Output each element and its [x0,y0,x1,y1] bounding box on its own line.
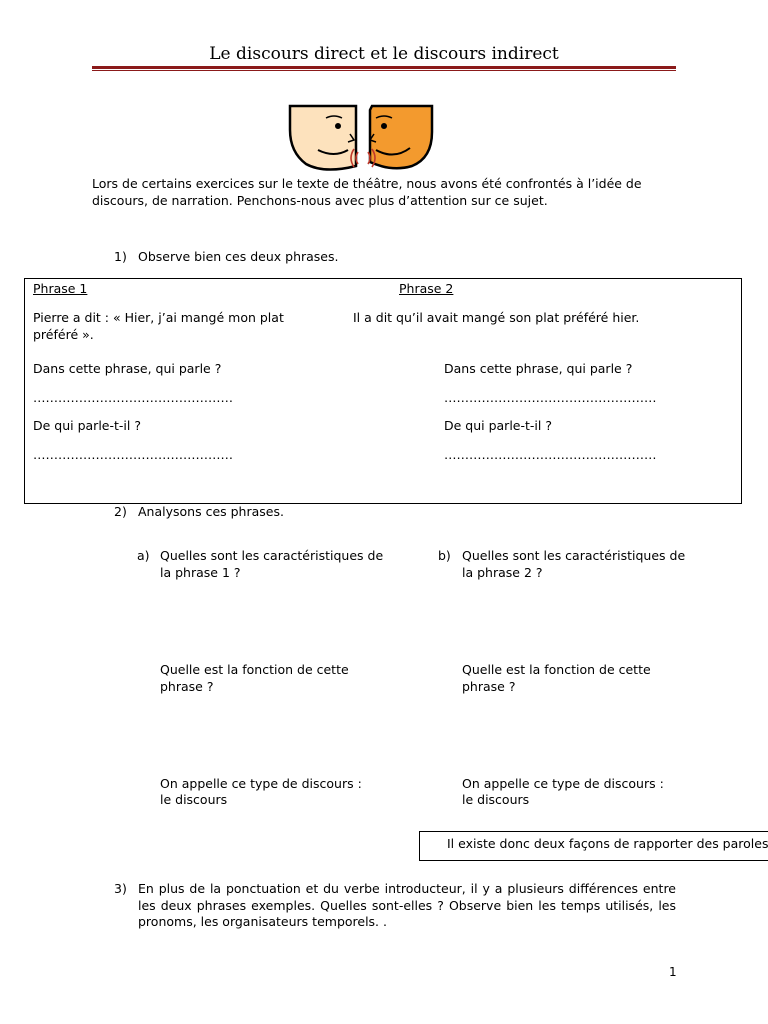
phrase-1-answer-line-1: ………………………………………… [33,390,233,405]
question-2a-function: Quelle est la fonction de cette phrase ? [160,662,349,694]
note-box-text: Il existe donc deux façons de rapporter des paroles [447,836,768,851]
note-box [419,831,768,861]
intro-paragraph: Lors de certains exercices sur le texte de théâtre, nous avons été confrontés à l’idée de discours, de narration. Penchons-nous avec plus d’attention sur ce sujet. [92,176,642,208]
phrase-2-sentence: Il a dit qu’il avait mangé son plat préféré hier. [353,310,640,325]
phrase-2-answer-line-2: …………………………………………… [444,447,657,462]
question-1-number: 1) [114,249,127,264]
page-title: Le discours direct et le discours indirect [209,44,559,64]
phrase-2-question-who: Dans cette phrase, qui parle ? [444,361,633,376]
question-2b-type-answer: le discours [462,792,530,807]
question-2b-type-label: On appelle ce type de discours : [462,776,664,791]
title-rule-thick [92,66,676,69]
question-2-number: 2) [114,504,127,519]
phrase-1-label: Phrase 1 [33,281,88,296]
question-1-text: Observe bien ces deux phrases. [138,249,339,264]
phrase-2-label: Phrase 2 [399,281,454,296]
question-2b-function: Quelle est la fonction de cette phrase ? [462,662,651,694]
title-rule-thin [92,70,676,71]
question-2b-characteristics: Quelles sont les caractéristiques de la phrase 2 ? [462,548,686,580]
question-3-number: 3) [114,881,127,896]
face-right-icon [370,106,432,168]
question-2a-letter: a) [137,548,150,563]
phrase-1-question-about: De qui parle-t-il ? [33,418,141,433]
phrase-2-question-about: De qui parle-t-il ? [444,418,552,433]
question-2a-type-label: On appelle ce type de discours : [160,776,362,791]
question-2a-type-answer: le discours [160,792,228,807]
question-3-text: En plus de la ponctuation et du verbe introducteur, il y a plusieurs différences entre les deux phrases exemples. Quelles sont-elles ? Observe bien les temps utilisés, les pronoms, les organisateurs temporels. . [138,881,676,929]
phrase-2-answer-line-1: …………………………………………… [444,390,657,405]
question-2-text: Analysons ces phrases. [138,504,284,519]
question-2b-letter: b) [438,548,451,563]
face-left-icon [290,106,356,170]
phrase-1-answer-line-2: ………………………………………… [33,447,233,462]
question-2a-characteristics: Quelles sont les caractéristiques de la phrase 1 ? [160,548,384,580]
talking-faces-illustration [284,100,438,176]
phrase-1-sentence: Pierre a dit : « Hier, j’ai mangé mon plat préféré ». [33,310,284,342]
phrase-1-question-who: Dans cette phrase, qui parle ? [33,361,222,376]
page-number: 1 [669,965,677,979]
